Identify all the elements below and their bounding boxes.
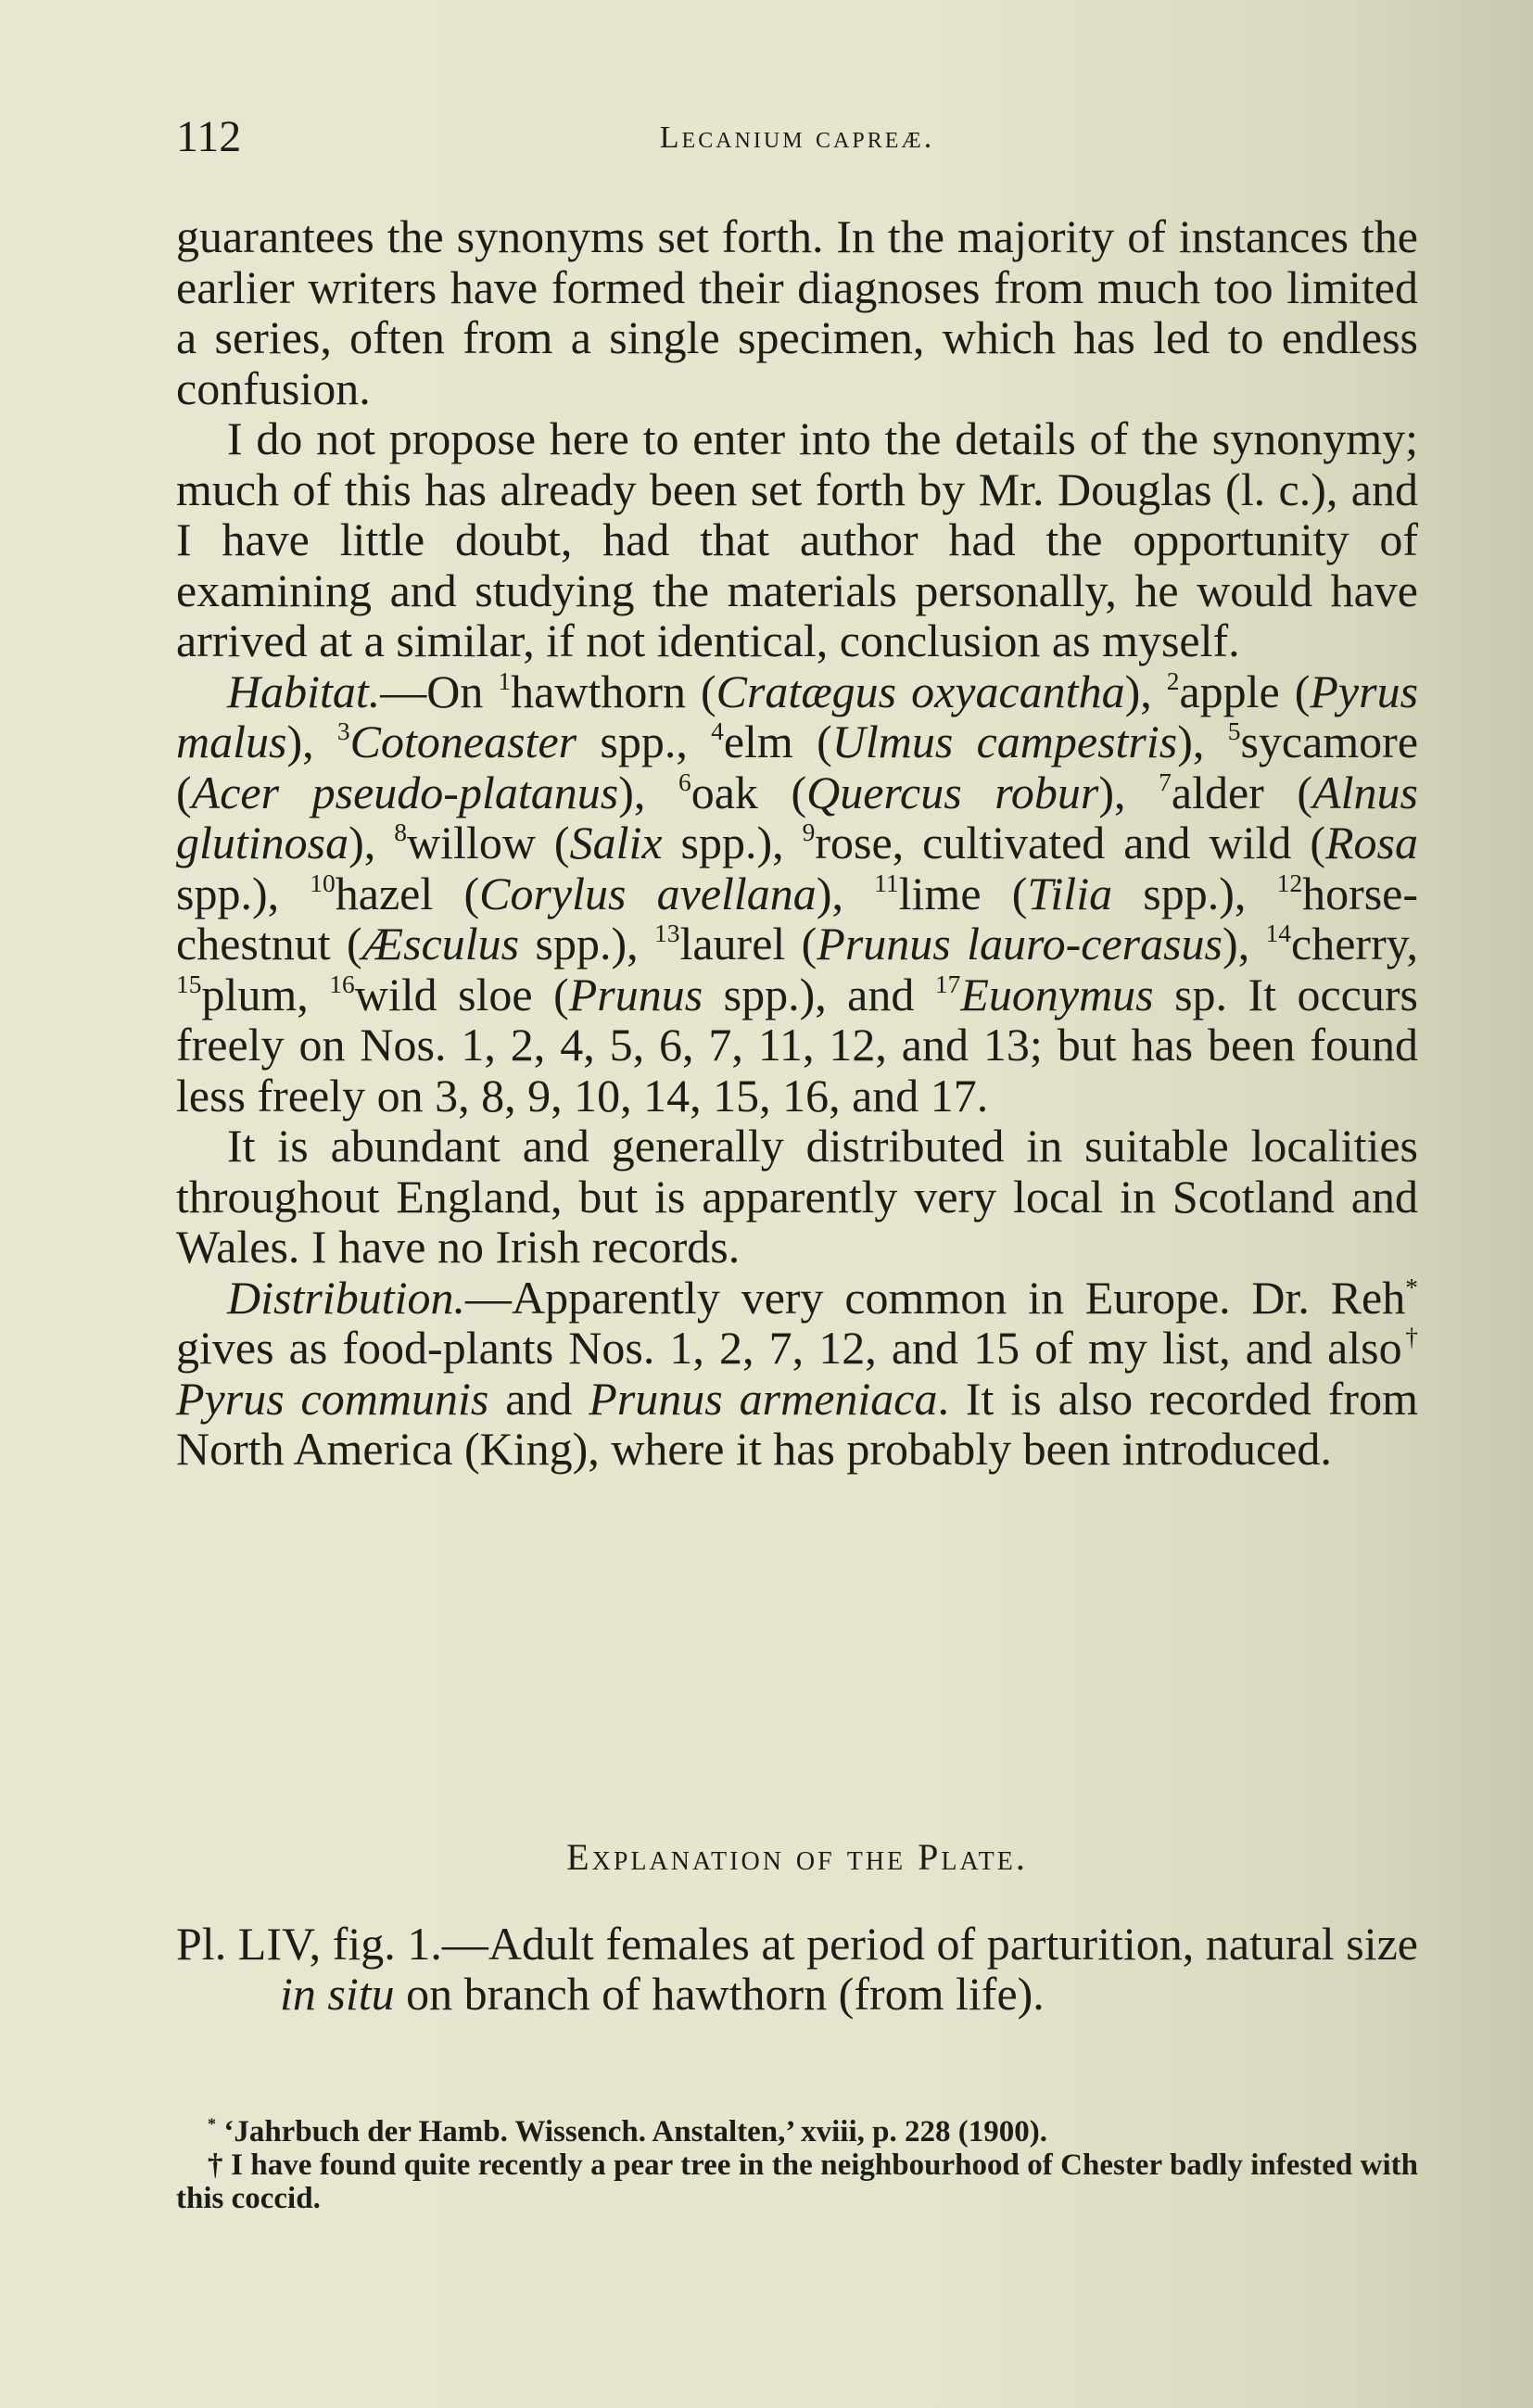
host-item: $^{12}$horse-chestnut (Æsculus spp.), bbox=[176, 867, 1419, 970]
footnote-text: ‘Jahrbuch der Hamb. Wissench. Anstalten,’ xviii, p. 228 (1900). bbox=[216, 2115, 1047, 2148]
body-text bbox=[176, 211, 1418, 1475]
host-latin-name: Pyrus malus bbox=[176, 665, 1419, 767]
host-common-name: sycamore bbox=[1240, 716, 1419, 767]
page-header bbox=[176, 111, 1418, 167]
host-item: $^4$elm (Ulmus campestris), bbox=[711, 716, 1228, 767]
plate-caption-text-2: on branch of hawthorn (from life). bbox=[394, 1968, 1045, 2020]
host-after: , bbox=[1192, 716, 1228, 767]
host-number: 3 bbox=[336, 716, 350, 745]
host-number: 17 bbox=[934, 969, 961, 998]
habitat-label: Habitat. bbox=[227, 665, 381, 717]
host-common-name: oak bbox=[690, 766, 792, 818]
latin-prunus-armeniaca: Prunus armeniaca bbox=[589, 1372, 938, 1425]
plate-explanation bbox=[176, 1919, 1418, 2019]
host-common-name: alder bbox=[1171, 766, 1298, 818]
host-common-name: rose, cultivated and wild bbox=[815, 817, 1311, 868]
host-after: , bbox=[1140, 665, 1167, 717]
host-after: spp.), bbox=[662, 817, 803, 868]
distribution-and: and bbox=[488, 1372, 589, 1425]
host-number: 6 bbox=[678, 767, 691, 796]
plate-caption bbox=[176, 1919, 1418, 2019]
host-latin-name: Acer pseudo-platanus bbox=[191, 766, 619, 818]
host-after: sp. bbox=[1153, 968, 1228, 1020]
host-common-name: wild sloe bbox=[354, 968, 554, 1020]
host-after: , bbox=[363, 817, 395, 868]
host-item: $^1$hawthorn (Cratægus oxyacantha), bbox=[498, 665, 1167, 717]
paragraph-synonyms: guarantees the synonyms set forth. In the majority of instances the earlier writers have formed their diagnoses from much too limited a series, often from a single specimen, which has led to endless confusion. bbox=[176, 210, 1418, 414]
host-list bbox=[176, 665, 1418, 1020]
footnotes bbox=[176, 2115, 1418, 2215]
host-after: spp.), bbox=[176, 867, 310, 919]
host-common-name: elm bbox=[723, 716, 817, 767]
host-latin-name: Rosa bbox=[1325, 817, 1418, 868]
host-item: $^5$sycamore (Acer pseudo-platanus), bbox=[176, 716, 1419, 818]
page-number: 112 bbox=[176, 112, 242, 161]
host-item: $^{11}$lime (Tilia spp.), bbox=[874, 867, 1277, 919]
host-latin-name: Tilia bbox=[1027, 867, 1113, 919]
host-common-name: horse-chestnut bbox=[176, 867, 1419, 970]
running-title: Lecanium capreæ. bbox=[659, 120, 935, 155]
host-latin-name: Cratægus oxyacantha bbox=[716, 665, 1125, 717]
plate-caption-text: Pl. LIV, fig. 1.—Adult females at period of parturition, natural size bbox=[176, 1918, 1418, 1970]
distribution-text-3: . It is also recorded from North America (King), where it has probably been introduced. bbox=[176, 1372, 1418, 1475]
host-after: , bbox=[1237, 918, 1266, 970]
footnote-dagger bbox=[176, 2148, 1418, 2215]
host-number: 10 bbox=[310, 868, 336, 897]
host-number: 1 bbox=[498, 665, 512, 695]
host-latin-name: Salix bbox=[569, 817, 663, 868]
host-common-name: hawthorn bbox=[511, 665, 701, 717]
host-number: 4 bbox=[711, 716, 724, 745]
host-common-name: apple bbox=[1179, 665, 1295, 717]
host-latin-name: Ulmus campestris bbox=[831, 716, 1178, 767]
host-item bbox=[337, 716, 711, 767]
host-number: 13 bbox=[653, 918, 680, 947]
host-number: 2 bbox=[1166, 665, 1180, 695]
host-item: $^8$willow (Salix spp.), bbox=[394, 817, 803, 868]
host-after: spp., bbox=[576, 716, 712, 767]
footnote-ref-dagger: † bbox=[1401, 1322, 1418, 1351]
host-item: $^9$rose, cultivated and wild (Rosa spp.), bbox=[176, 817, 1418, 919]
host-item: $^{13}$laurel (Prunus lauro-cerasus), bbox=[653, 918, 1266, 970]
host-number: 12 bbox=[1276, 868, 1303, 897]
host-common-name: lime bbox=[898, 867, 1012, 919]
host-item bbox=[1266, 918, 1418, 970]
section-heading: Explanation of the Plate. bbox=[566, 1836, 1028, 1878]
host-number: 11 bbox=[874, 868, 899, 897]
distribution-text-2: gives as food-plants Nos. 1, 2, 7, 12, and 15 of my list, and also bbox=[176, 1322, 1402, 1374]
distribution-text: —Apparently very common in Europe. Dr. Reh bbox=[464, 1271, 1406, 1324]
host-after: , bbox=[633, 766, 678, 818]
host-after: spp.), bbox=[519, 918, 654, 970]
host-number: 16 bbox=[329, 969, 355, 998]
host-item: $^7$alder (Alnus glutinosa), bbox=[176, 766, 1418, 868]
habitat-occurrence: It occurs freely on Nos. 1, 2, 4, 5, 6, 7, 11, 12, and 13; but has been found less freely on 3, 8, 9, 10, 14, 15, 16, and 17. bbox=[176, 968, 1418, 1122]
host-item: $^6$oak (Quercus robur), bbox=[678, 766, 1159, 818]
plate-caption-italic: in situ bbox=[280, 1968, 395, 2020]
distribution-label: Distribution. bbox=[227, 1271, 465, 1324]
host-common-name: hazel bbox=[335, 867, 464, 919]
host-common-name: laurel bbox=[679, 918, 802, 970]
host-latin-name: Corylus avellana bbox=[479, 867, 817, 919]
host-number: 5 bbox=[1227, 716, 1241, 745]
host-number: 15 bbox=[176, 969, 202, 998]
host-latin-name: Quercus robur bbox=[806, 766, 1099, 818]
host-common-name: plum, bbox=[201, 968, 330, 1020]
host-latin-name: Euonymus bbox=[960, 968, 1154, 1020]
host-item: $^{16}$wild sloe (Prunus spp.), and bbox=[329, 968, 935, 1020]
host-latin-name: Prunus lauro-cerasus bbox=[817, 918, 1223, 970]
host-item bbox=[176, 969, 329, 1020]
host-after: , bbox=[1114, 766, 1159, 818]
host-number: 7 bbox=[1159, 767, 1172, 796]
paragraph-synonymy-details: I do not propose here to enter into the details of the synonymy; much of this has already been set forth by Mr. Douglas (l. c.), and I have little doubt, had that author had the opportunity of examining and studying the materials personally, he would have arrived at a similar, if not identical, conclusion as myself. bbox=[176, 412, 1418, 666]
host-number: 14 bbox=[1265, 918, 1292, 947]
host-common-name: cherry, bbox=[1291, 918, 1418, 970]
host-number: 9 bbox=[802, 817, 816, 846]
footnote-ref-star: * bbox=[1405, 1272, 1418, 1301]
paragraph-habitat bbox=[176, 666, 1418, 1122]
habitat-intro: —On bbox=[380, 665, 499, 717]
latin-pyrus-communis: Pyrus communis bbox=[176, 1372, 489, 1425]
host-after: spp.), and bbox=[703, 968, 935, 1020]
host-latin-name: Æsculus bbox=[361, 918, 520, 970]
footnote-text: I have found quite recently a pear tree in the neighbourhood of Chester badly infested with this coccid. bbox=[176, 2148, 1419, 2215]
host-item: $^2$apple (Pyrus malus), bbox=[176, 665, 1419, 767]
host-latin-name: Cotoneaster bbox=[349, 716, 577, 767]
host-after: , bbox=[302, 716, 337, 767]
paragraph-distribution bbox=[176, 1273, 1418, 1475]
host-after: spp.), bbox=[1112, 867, 1277, 919]
host-after: , bbox=[831, 867, 875, 919]
footnote-star bbox=[176, 2115, 1418, 2148]
host-latin-name: Prunus bbox=[568, 968, 703, 1020]
host-item: $^{10}$hazel (Corylus avellana), bbox=[310, 867, 875, 919]
footnote-mark: † bbox=[208, 2148, 223, 2182]
host-item bbox=[935, 969, 1227, 1020]
footnote-mark: * bbox=[208, 2114, 217, 2134]
host-common-name: willow bbox=[407, 817, 554, 868]
paragraph-abundance: It is abundant and generally distributed in suitable localities throughout England, but is apparently very local in Scotland and Wales. I have no Irish records. bbox=[176, 1120, 1418, 1273]
host-number: 8 bbox=[394, 817, 408, 846]
host-latin-name: Alnus glutinosa bbox=[176, 766, 1418, 868]
